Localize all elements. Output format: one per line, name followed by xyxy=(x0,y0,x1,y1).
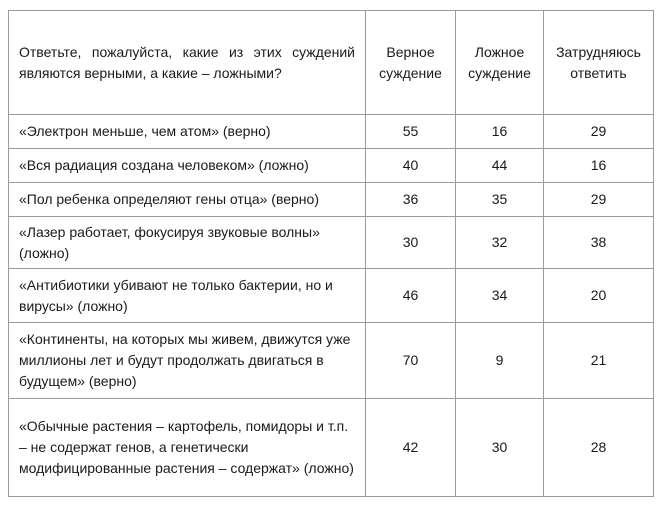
statement-cell: «Пол ребенка определяют гены отца» (верно) xyxy=(9,183,366,217)
question-header: Ответьте, пожалуйста, какие из этих суждений являются верными, а какие – ложными? xyxy=(9,11,366,115)
false-percent-cell: 34 xyxy=(456,269,544,323)
false-percent-cell: 30 xyxy=(456,399,544,497)
true-percent-cell: 46 xyxy=(366,269,456,323)
statement-cell: «Обычные растения – картофель, помидоры и т.п. – не содержат генов, а генетически модифицированные растения – содержат» (ложно) xyxy=(9,399,366,497)
unsure-percent-cell: 16 xyxy=(544,149,654,183)
statement-cell: «Электрон меньше, чем атом» (верно) xyxy=(9,115,366,149)
unsure-percent-cell: 28 xyxy=(544,399,654,497)
true-percent-cell: 40 xyxy=(366,149,456,183)
true-percent-cell: 42 xyxy=(366,399,456,497)
unsure-percent-cell: 29 xyxy=(544,183,654,217)
true-percent-cell: 55 xyxy=(366,115,456,149)
table-row xyxy=(9,217,654,269)
table-row xyxy=(9,399,654,497)
table-row xyxy=(9,149,654,183)
false-percent-cell: 16 xyxy=(456,115,544,149)
header-row xyxy=(9,11,654,115)
true-percent-cell: 36 xyxy=(366,183,456,217)
false-percent-cell: 44 xyxy=(456,149,544,183)
table-row xyxy=(9,183,654,217)
statement-cell: «Вся радиация создана человеком» (ложно) xyxy=(9,149,366,183)
table-row xyxy=(9,323,654,399)
statement-cell: «Континенты, на которых мы живем, движутся уже миллионы лет и будут продолжать двигаться в будущем» (верно) xyxy=(9,323,366,399)
false-percent-cell: 9 xyxy=(456,323,544,399)
column-header-false: Ложное суждение xyxy=(456,11,544,115)
table-row xyxy=(9,269,654,323)
unsure-percent-cell: 21 xyxy=(544,323,654,399)
true-percent-cell: 70 xyxy=(366,323,456,399)
survey-table xyxy=(8,10,654,497)
statement-cell: «Лазер работает, фокусируя звуковые волны» (ложно) xyxy=(9,217,366,269)
column-header-true: Верное суждение xyxy=(366,11,456,115)
column-header-unsure: Затрудняюсь ответить xyxy=(544,11,654,115)
false-percent-cell: 35 xyxy=(456,183,544,217)
unsure-percent-cell: 20 xyxy=(544,269,654,323)
unsure-percent-cell: 29 xyxy=(544,115,654,149)
true-percent-cell: 30 xyxy=(366,217,456,269)
unsure-percent-cell: 38 xyxy=(544,217,654,269)
statement-cell: «Антибиотики убивают не только бактерии, но и вирусы» (ложно) xyxy=(9,269,366,323)
false-percent-cell: 32 xyxy=(456,217,544,269)
table-row xyxy=(9,115,654,149)
